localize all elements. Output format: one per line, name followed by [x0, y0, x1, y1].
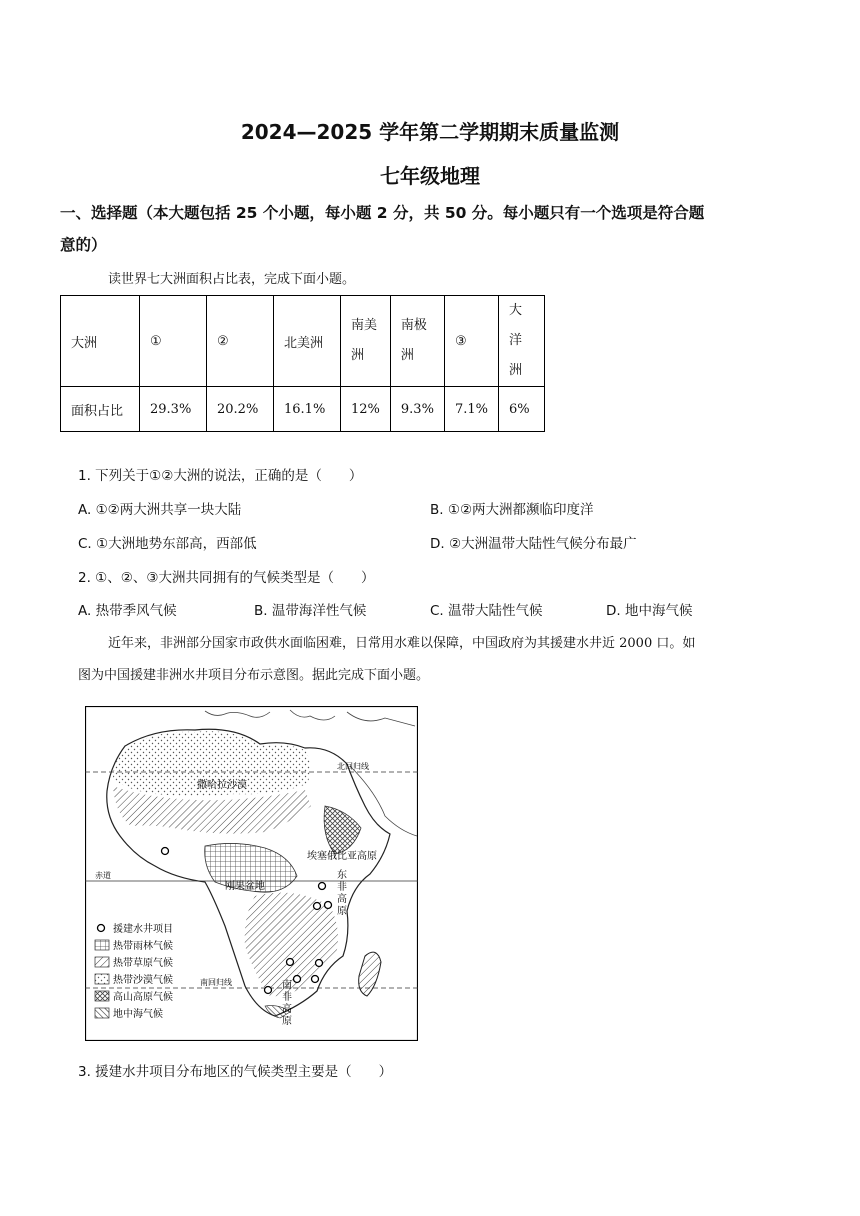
question-1-stem: 1. 下列关于①②大洲的说法，正确的是（ ）	[78, 468, 363, 484]
question-3-stem: 3. 援建水井项目分布地区的气候类型主要是（ ）	[78, 1064, 393, 1080]
table-header-cell: ①	[140, 296, 207, 387]
east-africa-label-4: 原	[337, 906, 347, 917]
question-1-option-c[interactable]: C. ①大洲地势东部高，西部低	[78, 536, 257, 552]
question-2-option-a[interactable]: A. 热带季风气候	[78, 603, 177, 619]
south-africa-label-4: 原	[282, 1016, 292, 1027]
legend-rainforest-swatch	[95, 940, 109, 950]
ethiopian-highland-label: 埃塞俄比亚高原	[307, 851, 377, 862]
tropic-of-cancer-label: 北回归线	[337, 762, 369, 771]
well-marker	[162, 848, 169, 855]
congo-basin-label: 刚果盆地	[225, 881, 265, 892]
well-marker	[319, 883, 326, 890]
legend-label: 高山高原气候	[113, 992, 173, 1003]
table-header-cell: ②	[207, 296, 274, 387]
south-africa-label-2: 非	[282, 992, 292, 1003]
table-row-label: 面积占比	[61, 387, 140, 432]
table-cell: 16.1%	[274, 387, 341, 432]
africa-climate-map	[85, 706, 418, 1041]
table-cell: 6%	[498, 387, 544, 432]
legend-label: 热带草原气候	[113, 958, 173, 969]
equator-label: 赤道	[95, 871, 111, 880]
well-marker	[265, 987, 272, 994]
question-2-option-d[interactable]: D. 地中海气候	[606, 603, 693, 619]
legend-label: 援建水井项目	[113, 924, 173, 935]
question-1-option-a[interactable]: A. ①②两大洲共享一块大陆	[78, 502, 242, 518]
table-header-cell: ③	[444, 296, 498, 387]
question-1-option-d[interactable]: D. ②大洲温带大陆性气候分布最广	[430, 536, 637, 552]
legend-well-icon	[98, 925, 105, 932]
table-cell: 29.3%	[140, 387, 207, 432]
well-marker	[287, 959, 294, 966]
table-header-cell: 北美洲	[274, 296, 341, 387]
table-cell: 9.3%	[390, 387, 444, 432]
map-intro-line2: 图为中国援建非洲水井项目分布示意图。据此完成下面小题。	[78, 668, 430, 683]
question-2-stem: 2. ①、②、③大洲共同拥有的气候类型是（ ）	[78, 570, 375, 586]
well-marker	[294, 976, 301, 983]
section-heading-line1: 一、选择题（本大题包括 25 个小题，每小题 2 分，共 50 分。每小题只有一个选项是符合题	[60, 204, 705, 222]
east-africa-label-3: 高	[337, 894, 347, 905]
table-cell: 12%	[341, 387, 391, 432]
page-subtitle: 七年级地理	[380, 164, 480, 188]
well-marker	[314, 903, 321, 910]
well-marker	[325, 902, 332, 909]
legend-label: 热带雨林气候	[113, 941, 173, 952]
east-africa-label-2: 非	[337, 882, 347, 893]
legend-label: 热带沙漠气候	[113, 975, 173, 986]
south-africa-label-3: 高	[282, 1004, 292, 1015]
tropic-of-capricorn-label: 南回归线	[200, 978, 232, 987]
question-2-option-c[interactable]: C. 温带大陆性气候	[430, 603, 543, 619]
table-header-cell: 大洋洲	[498, 296, 544, 387]
page-title: 2024—2025 学年第二学期期末质量监测	[240, 120, 620, 144]
east-africa-label-1: 东	[337, 870, 347, 881]
table-intro: 读世界七大洲面积占比表，完成下面小题。	[108, 272, 356, 287]
table-cell: 7.1%	[444, 387, 498, 432]
legend-highland-swatch	[95, 991, 109, 1001]
section-heading-line2: 意的）	[60, 236, 107, 254]
table-header-row	[61, 296, 545, 387]
legend-mediterranean-swatch	[95, 1008, 109, 1018]
well-marker	[316, 960, 323, 967]
map-intro-line1: 近年来，非洲部分国家市政供水面临困难，日常用水难以保障，中国政府为其援建水井近 2000 口。如	[108, 636, 696, 651]
table-row	[61, 387, 545, 432]
legend-savanna-swatch	[95, 957, 109, 967]
table-header-cell: 南美洲	[341, 296, 391, 387]
well-marker	[312, 976, 319, 983]
question-2-option-b[interactable]: B. 温带海洋性气候	[254, 603, 367, 619]
south-africa-label-1: 南	[282, 980, 292, 991]
legend-label: 地中海气候	[113, 1009, 163, 1020]
table-header-cell: 南极洲	[390, 296, 444, 387]
continent-area-table	[60, 295, 545, 432]
question-1-option-b[interactable]: B. ①②两大洲都濒临印度洋	[430, 502, 594, 518]
table-header-cell: 大洲	[61, 296, 140, 387]
sahara-label: 撒哈拉沙漠	[197, 780, 247, 791]
table-cell: 20.2%	[207, 387, 274, 432]
legend-desert-swatch	[95, 974, 109, 984]
